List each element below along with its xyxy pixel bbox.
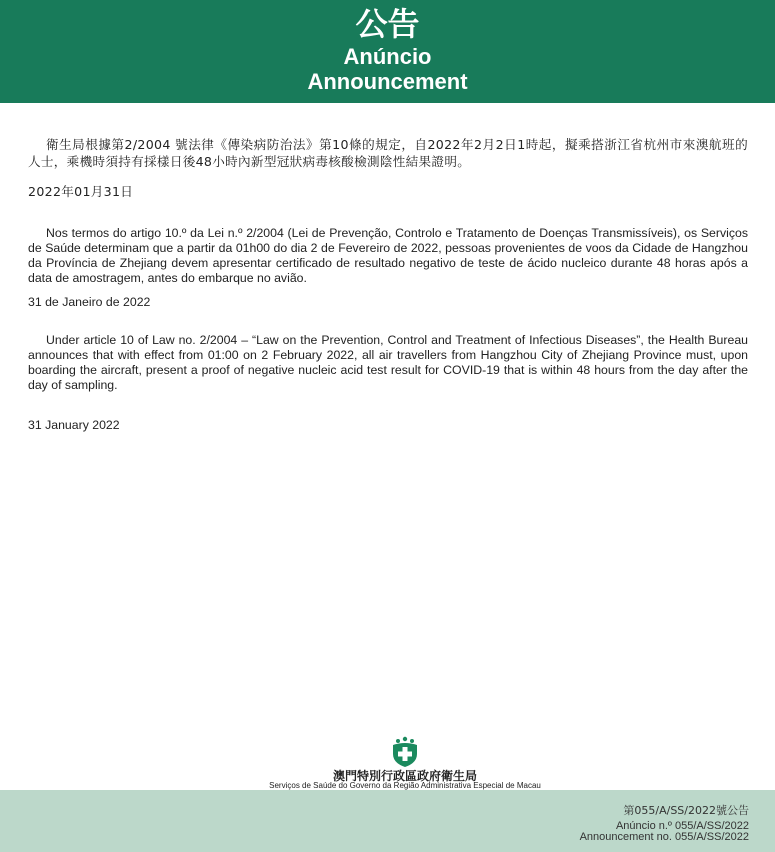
zh-paragraph: 衛生局根據第2/2004 號法律《傳染病防治法》第10條的規定，自2022年2月2日1時起，擬乘搭浙江省杭州市來澳航班的人士，乘機時須持有採樣日後48小時內新型冠狀病毒核酸檢測陰性結果證明。 [28,137,748,169]
health-bureau-logo-icon [390,736,420,768]
english-section [28,333,748,393]
zh-date-block [28,183,748,200]
en-date-block [28,418,748,433]
pt-date-block [28,295,748,310]
chinese-section [28,136,748,170]
title-en: Announcement [307,69,468,94]
reference-en: Announcement no. 055/A/SS/2022 [579,831,749,843]
organization-name-pt: Serviços de Saúde do Governo da Região Administrativa Especial de Macau [269,781,541,790]
title-zh: 公告 [355,5,420,43]
reference-pt: Anúncio n.º 055/A/SS/2022 [615,820,749,832]
organization-name-zh: 澳門特別行政區政府衛生局 [332,769,477,783]
en-date: 31 January 2022 [28,418,120,432]
en-paragraph: Under article 10 of Law no. 2/2004 – “Law on the Prevention, Control and Treatment of Infectious Diseases”, the Health Bureau announces that with effect from 01:00 on 2 February 2022, all air travellers from Hangzhou City of Zhejiang Province must, upon boarding the aircraft, present a proof of negative nucleic acid test result for COVID-19 that is within 48 hours from the day after the day of sampling. [28,333,748,392]
reference-zh: 第055/A/SS/2022號公告 [623,804,749,817]
title-pt: Anúncio [343,44,432,69]
announcement-header [0,0,775,103]
zh-date: 2022年01月31日 [28,184,134,199]
pt-date: 31 de Janeiro de 2022 [28,295,151,309]
pt-paragraph: Nos termos do artigo 10.º da Lei n.º 2/2004 (Lei de Prevenção, Controlo e Tratamento de Doenças Transmissíveis), os Serviços de Saúde determinam que a partir da 01h00 do dia 2 de Fevereiro de 2022, pessoas provenientes de voos da Cidade de Hangzhou da Província de Zhejiang devem apresentar certificado de resultado negativo de teste de ácido nucleico durante 48 horas após a data de amostragem, antes do embarque no avião. [28,226,748,285]
portuguese-section [28,226,748,286]
